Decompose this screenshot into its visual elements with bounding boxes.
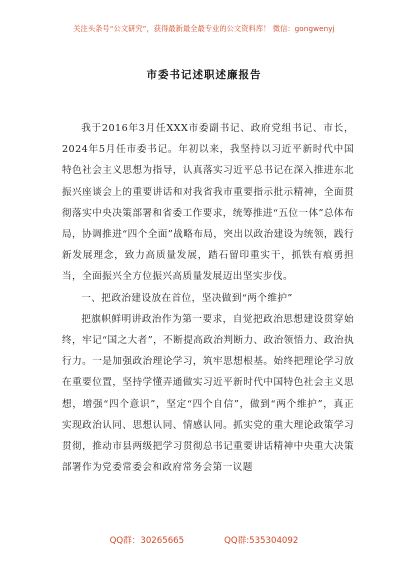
- document-body: [62, 118, 354, 478]
- document-title: 市委书记述职述廉报告: [146, 69, 262, 81]
- paragraph-section-1: 把旗帜鲜明讲政治作为第一要求，自觉把政治思想建设贯穿始终，牢记“国之大者”，不断提高政治判断力、政治领悟力、政治执行力。一是加强政治理论学习，筑牢思想根基。始终把理论学习放在重要位置，坚持学懂弄通做实习近平新时代中国特色社会主义思想，增强“四个意识”，坚定“四个自信”，做到“两个维护”，真正实现政治认同、思想认同、情感认同。抓实党的重大理论政策学习贯彻，推动市县两级把学习贯彻总书记重要讲话精神中央重大决策部署作为党委常委会和政府常务会第一议题: [62, 313, 354, 474]
- qq-group-left: QQ群：30265665: [109, 536, 185, 546]
- paragraph-intro: 我于2016年3月任XXX市委副书记、政府党组书记、市长，2024年5月任市委书记。年初以来，我坚持以习近平新时代中国特色社会主义思想为指导，认真落实习近平总书记在深入推进东北振兴座谈会上的重要讲话和对我省我市重要指示批示精神，全面贯彻落实中央决策部署和省委工作要求，统筹推进“五位一体”总体布局，协调推进“四个全面”战略布局，突出以政治建设为统领，践行新发展理念，致力高质量发展，踏石留印重实干，抓铁有痕勇担当，全面振兴全方位振兴高质量发展迈出坚实步伐。: [62, 123, 354, 283]
- footer-contacts: [0, 534, 408, 546]
- header-banner: 关注头条号“公文研究”，获得最新最全最专业的公文资料库！ 微信：gongwenyj: [73, 24, 335, 33]
- qq-group-right: QQ群:535304092: [224, 536, 299, 546]
- section-heading: 一、把政治建设放在首位，坚决做到“两个维护”: [81, 292, 293, 304]
